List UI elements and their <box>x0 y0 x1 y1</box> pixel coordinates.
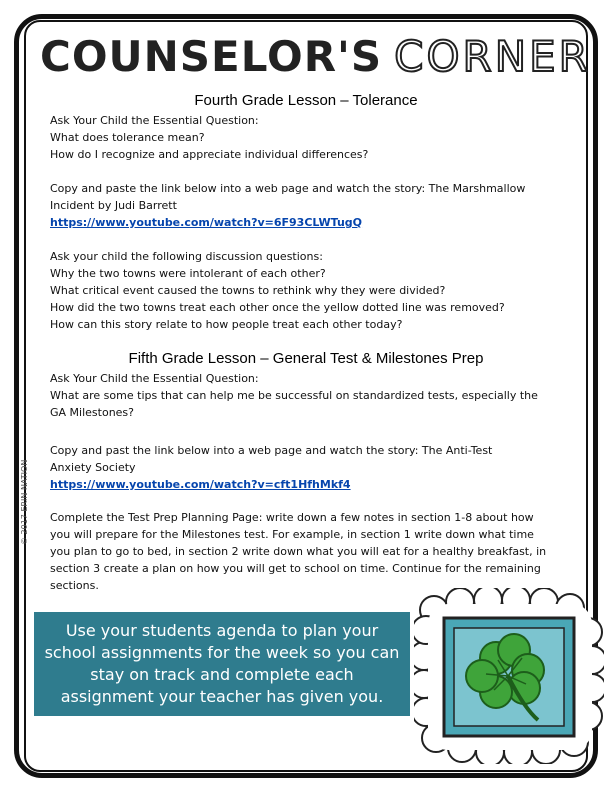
agenda-callout: Use your students agenda to plan your school assignments for the week so you can stay on track and complete each assignment your teacher has given you. <box>34 612 410 716</box>
discussion-line: How did the two towns treat each other once the yellow dotted line was removed? <box>50 301 505 314</box>
fourth-discussion <box>50 248 570 333</box>
fifth-grade-title: Fifth Grade Lesson – General Test & Milestones Prep <box>128 350 484 367</box>
fourth-video-instructions <box>50 180 570 231</box>
planning-line: section 3 create a plan on how you will get to school on time. Continue for the remaining <box>50 562 541 575</box>
fourth-copy-line: Copy and paste the link below into a web page and watch the story: The Marshmallow <box>50 182 526 195</box>
fourth-q-line: Ask Your Child the Essential Question: <box>50 114 259 127</box>
fourth-q-line: What does tolerance mean? <box>50 131 205 144</box>
header-title-light: CORNER <box>394 31 591 81</box>
planning-line: sections. <box>50 579 99 592</box>
planning-line: you will prepare for the Milestones test. For example, in section 1 write down what time <box>50 528 534 541</box>
discussion-line: Ask your child the following discussion questions: <box>50 250 323 263</box>
fourth-q-line: How do I recognize and appreciate individual differences? <box>50 148 369 161</box>
header <box>40 26 591 86</box>
clover-decoration <box>414 588 604 764</box>
fifth-copy-line: Anxiety Society <box>50 461 136 474</box>
fourth-grade-title: Fourth Grade Lesson – Tolerance <box>194 92 418 109</box>
fourth-copy-line: Incident by Judi Barrett <box>50 199 177 212</box>
fifth-copy-line: Copy and past the link below into a web page and watch the story: The Anti-Test <box>50 444 493 457</box>
fourth-essential-question <box>50 112 570 163</box>
fifth-essential-question <box>50 370 570 421</box>
discussion-line: Why the two towns were intolerant of each other? <box>50 267 326 280</box>
discussion-line: How can this story relate to how people treat each other today? <box>50 318 403 331</box>
fifth-q-line: Ask Your Child the Essential Question: <box>50 372 259 385</box>
fifth-planning <box>50 509 570 594</box>
fifth-video-link[interactable]: https://www.youtube.com/watch?v=cft1HfhMkf4 <box>50 478 351 491</box>
planning-line: Complete the Test Prep Planning Page: write down a few notes in section 1-8 about how <box>50 511 534 524</box>
copyright-credit: © 2017 ERIN NATION <box>20 459 29 545</box>
discussion-line: What critical event caused the towns to rethink why they were divided? <box>50 284 446 297</box>
fifth-q-line: What are some tips that can help me be successful on standardized tests, especially the <box>50 389 538 402</box>
planning-line: you plan to go to bed, in section 2 write down what you will eat for a healthy breakfast, in <box>50 545 547 558</box>
fifth-q-line: GA Milestones? <box>50 406 134 419</box>
fourth-video-link[interactable]: https://www.youtube.com/watch?v=6F93CLWTugQ <box>50 216 363 229</box>
header-title-bold: COUNSELOR'S <box>40 31 383 81</box>
fifth-video-instructions <box>50 442 570 493</box>
shamrock-icon <box>414 588 604 764</box>
